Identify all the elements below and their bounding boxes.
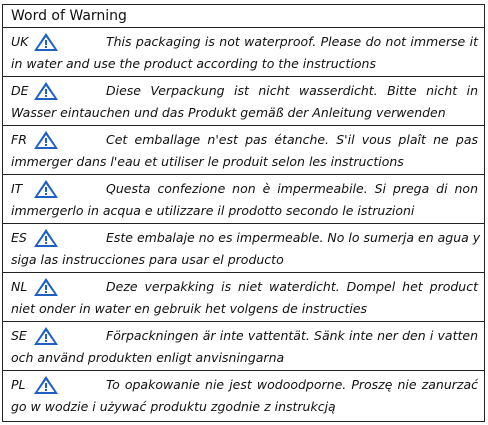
warning-triangle-icon — [33, 375, 59, 395]
warning-text-line1: Deze verpakking is niet waterdicht. Dompel het product — [106, 279, 478, 294]
warning-triangle-icon — [33, 326, 59, 346]
warning-triangle-icon — [33, 81, 59, 101]
warning-row-nl — [3, 273, 484, 322]
warning-row-fr — [3, 126, 484, 175]
warning-text-line1: Diese Verpackung ist nicht wasserdicht. Bitte nicht in — [106, 83, 478, 98]
warning-text-line1: Questa confezione non è impermeabile. Si prega di non — [106, 181, 478, 196]
warning-row-pl — [3, 371, 484, 419]
warning-text-line1: This packaging is not waterproof. Please do not immerse it — [106, 34, 478, 49]
warning-text-line1: Förpackningen är inte vattentät. Sänk inte ner den i vatten — [106, 328, 478, 343]
warning-text-line2: Wasser eintauchen und das Produkt gemäß der Anleitung verwenden — [11, 105, 446, 120]
language-code: PL — [11, 377, 26, 392]
language-code: UK — [11, 34, 29, 49]
warning-text-line1: To opakowanie nie jest wodoodporne. Proszę nie zanurzać — [106, 377, 478, 392]
warning-row-de — [3, 77, 484, 126]
warning-row-se — [3, 322, 484, 371]
warning-text-line2: in water and use the product according to the instructions — [11, 56, 376, 71]
warning-triangle-icon — [33, 228, 59, 248]
warning-triangle-icon — [33, 179, 59, 199]
warning-row-uk — [3, 28, 484, 77]
warning-text-line1: Este embalaje no es impermeable. No lo sumerja en agua y — [106, 230, 481, 245]
warning-triangle-icon — [33, 130, 59, 150]
warning-text-line2: go w wodzie i używać produktu zgodnie z instrukcją — [11, 399, 336, 414]
warning-row-es — [3, 224, 484, 273]
warning-text-line2: niet onder in water en gebruik het volgens de instructies — [11, 301, 368, 316]
warning-document — [2, 4, 485, 422]
warning-text-line2: och använd produkten enligt anvisningarna — [11, 350, 285, 365]
warning-text-line2: siga las instrucciones para usar el producto — [11, 252, 284, 267]
language-code: SE — [11, 328, 27, 343]
warning-triangle-icon — [33, 32, 59, 52]
warning-triangle-icon — [33, 277, 59, 297]
warning-text-line2: immergerlo in acqua e utilizzare il prodotto secondo le istruzioni — [11, 203, 415, 218]
warning-text-line2: immerger dans l'eau et utiliser le produit selon les instructions — [11, 154, 404, 169]
document-title: Word of Warning — [3, 5, 484, 28]
language-code: ES — [11, 230, 27, 245]
language-code: IT — [11, 181, 23, 196]
warning-text-line1: Cet emballage n'est pas étanche. S'il vous plaît ne pas — [106, 132, 478, 147]
language-code: DE — [11, 83, 29, 98]
language-code: FR — [11, 132, 27, 147]
warning-row-it — [3, 175, 484, 224]
language-code: NL — [11, 279, 28, 294]
